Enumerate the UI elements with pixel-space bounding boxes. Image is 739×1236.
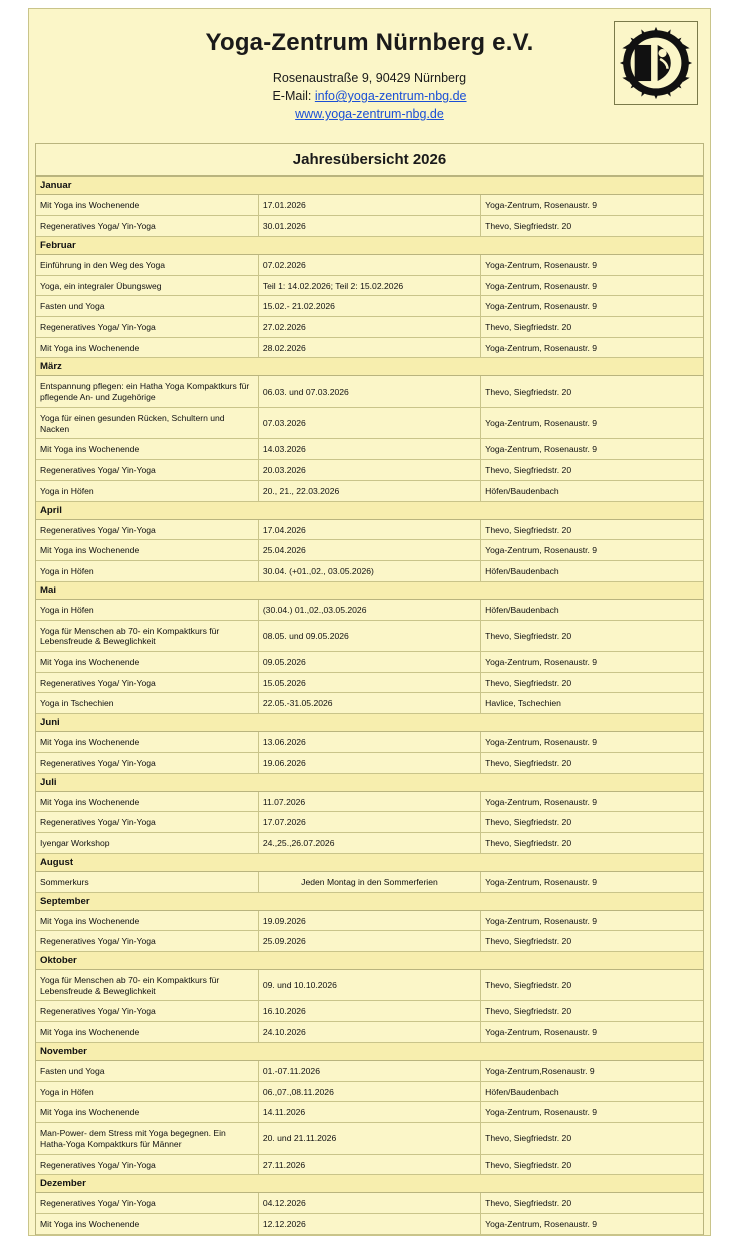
event-name-cell: Regeneratives Yoga/ Yin-Yoga (36, 460, 258, 481)
event-location-cell: Yoga-Zentrum, Rosenaustr. 9 (481, 439, 703, 460)
yoga-lotus-logo-icon (614, 21, 698, 105)
event-location-cell: Höfen/Baudenbach (481, 480, 703, 501)
event-location-cell: Yoga-Zentrum, Rosenaustr. 9 (481, 296, 703, 317)
event-location-cell: Thevo, Siegfriedstr. 20 (481, 1154, 703, 1175)
event-date-cell: 14.11.2026 (258, 1102, 480, 1123)
month-header-row (36, 1042, 703, 1060)
table-row (36, 1001, 703, 1022)
table-row (36, 195, 703, 216)
event-name-cell: Regeneratives Yoga/ Yin-Yoga (36, 752, 258, 773)
table-row (36, 1022, 703, 1043)
event-date-cell: 14.03.2026 (258, 439, 480, 460)
month-header-row (36, 1175, 703, 1193)
month-label: November (36, 1042, 703, 1060)
event-date-cell: 27.11.2026 (258, 1154, 480, 1175)
event-date-cell: 06.,07.,08.11.2026 (258, 1081, 480, 1102)
page-title: Jahresübersicht 2026 (36, 144, 703, 176)
event-name-cell: Fasten und Yoga (36, 1060, 258, 1081)
event-location-cell: Yoga-Zentrum, Rosenaustr. 9 (481, 254, 703, 275)
event-date-cell: 17.07.2026 (258, 812, 480, 833)
event-date-cell: 13.06.2026 (258, 732, 480, 753)
table-row (36, 620, 703, 651)
event-name-cell: Yoga für Menschen ab 70- ein Kompaktkurs für Lebensfreude & Beweglichkeit (36, 620, 258, 651)
table-row (36, 752, 703, 773)
event-name-cell: Mit Yoga ins Wochenende (36, 540, 258, 561)
event-location-cell: Thevo, Siegfriedstr. 20 (481, 317, 703, 338)
event-name-cell: Mit Yoga ins Wochenende (36, 195, 258, 216)
event-name-cell: Yoga in Tschechien (36, 693, 258, 714)
event-location-cell: Thevo, Siegfriedstr. 20 (481, 833, 703, 854)
event-location-cell: Yoga-Zentrum, Rosenaustr. 9 (481, 791, 703, 812)
event-location-cell: Höfen/Baudenbach (481, 599, 703, 620)
event-location-cell: Thevo, Siegfriedstr. 20 (481, 969, 703, 1000)
event-location-cell: Thevo, Siegfriedstr. 20 (481, 1123, 703, 1154)
month-label: April (36, 501, 703, 519)
event-date-cell: 28.02.2026 (258, 337, 480, 358)
table-row (36, 1193, 703, 1214)
event-name-cell: Regeneratives Yoga/ Yin-Yoga (36, 812, 258, 833)
event-date-cell: 09. und 10.10.2026 (258, 969, 480, 1000)
event-name-cell: Entspannung pflegen: ein Hatha Yoga Kompaktkurs für pflegende An- und Zugehörige (36, 376, 258, 407)
table-row (36, 969, 703, 1000)
event-location-cell: Thevo, Siegfriedstr. 20 (481, 460, 703, 481)
table-row (36, 1060, 703, 1081)
table-row (36, 1214, 703, 1235)
yearly-overview-sheet (28, 8, 711, 1236)
month-header-row (36, 581, 703, 599)
event-date-cell: 22.05.-31.05.2026 (258, 693, 480, 714)
event-name-cell: Mit Yoga ins Wochenende (36, 791, 258, 812)
event-location-cell: Thevo, Siegfriedstr. 20 (481, 931, 703, 952)
event-date-cell: 25.09.2026 (258, 931, 480, 952)
event-date-cell: 12.12.2026 (258, 1214, 480, 1235)
event-name-cell: Yoga in Höfen (36, 1081, 258, 1102)
table-row (36, 254, 703, 275)
event-date-cell: 20.03.2026 (258, 460, 480, 481)
table-row (36, 1154, 703, 1175)
table-row (36, 833, 703, 854)
event-location-cell: Yoga-Zentrum, Rosenaustr. 9 (481, 1214, 703, 1235)
event-date-cell: 24.10.2026 (258, 1022, 480, 1043)
event-name-cell: Regeneratives Yoga/ Yin-Yoga (36, 317, 258, 338)
event-location-cell: Thevo, Siegfriedstr. 20 (481, 376, 703, 407)
month-label: Juni (36, 714, 703, 732)
event-date-cell: 11.07.2026 (258, 791, 480, 812)
event-location-cell: Yoga-Zentrum, Rosenaustr. 9 (481, 651, 703, 672)
event-name-cell: Regeneratives Yoga/ Yin-Yoga (36, 1154, 258, 1175)
event-name-cell: Mit Yoga ins Wochenende (36, 1022, 258, 1043)
event-name-cell: Einführung in den Weg des Yoga (36, 254, 258, 275)
event-location-cell: Thevo, Siegfriedstr. 20 (481, 1001, 703, 1022)
event-name-cell: Mit Yoga ins Wochenende (36, 651, 258, 672)
event-date-cell: 16.10.2026 (258, 1001, 480, 1022)
schedule-table (36, 176, 703, 1234)
event-date-cell: Jeden Montag in den Sommerferien (258, 871, 480, 892)
event-location-cell: Thevo, Siegfriedstr. 20 (481, 752, 703, 773)
month-header-row (36, 501, 703, 519)
event-name-cell: Regeneratives Yoga/ Yin-Yoga (36, 1193, 258, 1214)
table-row (36, 337, 703, 358)
event-date-cell: (30.04.) 01.,02.,03.05.2026 (258, 599, 480, 620)
month-label: Oktober (36, 952, 703, 970)
contact-block (39, 69, 700, 123)
event-name-cell: Yoga, ein integraler Übungsweg (36, 275, 258, 296)
month-label: Juli (36, 773, 703, 791)
table-row (36, 1102, 703, 1123)
email-line (39, 87, 700, 105)
table-row (36, 216, 703, 237)
event-name-cell: Yoga in Höfen (36, 599, 258, 620)
table-row (36, 407, 703, 438)
event-date-cell: 15.05.2026 (258, 672, 480, 693)
table-row (36, 480, 703, 501)
table-row (36, 693, 703, 714)
event-name-cell: Sommerkurs (36, 871, 258, 892)
month-label: August (36, 853, 703, 871)
event-name-cell: Regeneratives Yoga/ Yin-Yoga (36, 672, 258, 693)
event-date-cell: 27.02.2026 (258, 317, 480, 338)
month-header-row (36, 853, 703, 871)
table-row (36, 672, 703, 693)
event-name-cell: Yoga in Höfen (36, 480, 258, 501)
overview-table-container (35, 143, 704, 1234)
event-location-cell: Havlice, Tschechien (481, 693, 703, 714)
event-name-cell: Regeneratives Yoga/ Yin-Yoga (36, 931, 258, 952)
event-date-cell: 08.05. und 09.05.2026 (258, 620, 480, 651)
event-location-cell: Thevo, Siegfriedstr. 20 (481, 812, 703, 833)
event-date-cell: 06.03. und 07.03.2026 (258, 376, 480, 407)
event-name-cell: Iyengar Workshop (36, 833, 258, 854)
event-location-cell: Thevo, Siegfriedstr. 20 (481, 216, 703, 237)
event-name-cell: Mit Yoga ins Wochenende (36, 337, 258, 358)
event-name-cell: Fasten und Yoga (36, 296, 258, 317)
event-name-cell: Yoga für Menschen ab 70- ein Kompaktkurs für Lebensfreude & Beweglichkeit (36, 969, 258, 1000)
table-row (36, 791, 703, 812)
month-label: September (36, 892, 703, 910)
event-date-cell: 04.12.2026 (258, 1193, 480, 1214)
table-row (36, 812, 703, 833)
table-row (36, 931, 703, 952)
event-name-cell: Yoga für einen gesunden Rücken, Schultern und Nacken (36, 407, 258, 438)
website-link[interactable]: www.yoga-zentrum-nbg.de (295, 107, 444, 122)
event-location-cell: Thevo, Siegfriedstr. 20 (481, 672, 703, 693)
event-location-cell: Thevo, Siegfriedstr. 20 (481, 1193, 703, 1214)
month-label: Februar (36, 236, 703, 254)
event-location-cell: Yoga-Zentrum, Rosenaustr. 9 (481, 871, 703, 892)
table-row (36, 275, 703, 296)
event-date-cell: 30.01.2026 (258, 216, 480, 237)
postal-address: Rosenaustraße 9, 90429 Nürnberg (272, 71, 467, 85)
month-label: Dezember (36, 1175, 703, 1193)
month-label: März (36, 358, 703, 376)
website-line (39, 105, 700, 123)
event-date-cell: Teil 1: 14.02.2026; Teil 2: 15.02.2026 (258, 275, 480, 296)
month-header-row (36, 177, 703, 195)
table-row (36, 317, 703, 338)
event-location-cell: Yoga-Zentrum,Rosenaustr. 9 (481, 1060, 703, 1081)
event-date-cell: 30.04. (+01.,02., 03.05.2026) (258, 561, 480, 582)
table-row (36, 540, 703, 561)
table-row (36, 651, 703, 672)
event-date-cell: 01.-07.11.2026 (258, 1060, 480, 1081)
event-date-cell: 07.03.2026 (258, 407, 480, 438)
table-row (36, 439, 703, 460)
month-header-row (36, 952, 703, 970)
event-name-cell: Mit Yoga ins Wochenende (36, 732, 258, 753)
table-row (36, 599, 703, 620)
event-date-cell: 15.02.- 21.02.2026 (258, 296, 480, 317)
event-date-cell: 25.04.2026 (258, 540, 480, 561)
organization-title: Yoga-Zentrum Nürnberg e.V. (205, 29, 534, 56)
event-location-cell: Yoga-Zentrum, Rosenaustr. 9 (481, 732, 703, 753)
month-label: Januar (36, 177, 703, 195)
table-row (36, 1081, 703, 1102)
event-location-cell: Höfen/Baudenbach (481, 1081, 703, 1102)
event-location-cell: Thevo, Siegfriedstr. 20 (481, 620, 703, 651)
event-location-cell: Thevo, Siegfriedstr. 20 (481, 519, 703, 540)
table-row (36, 732, 703, 753)
event-location-cell: Yoga-Zentrum, Rosenaustr. 9 (481, 337, 703, 358)
month-header-row (36, 236, 703, 254)
month-label: Mai (36, 581, 703, 599)
event-name-cell: Man-Power- dem Stress mit Yoga begegnen. Ein Hatha-Yoga Kompaktkurs für Männer (36, 1123, 258, 1154)
event-date-cell: 24.,25.,26.07.2026 (258, 833, 480, 854)
event-name-cell: Regeneratives Yoga/ Yin-Yoga (36, 216, 258, 237)
event-name-cell: Yoga in Höfen (36, 561, 258, 582)
table-row (36, 296, 703, 317)
event-location-cell: Yoga-Zentrum, Rosenaustr. 9 (481, 1022, 703, 1043)
event-name-cell: Mit Yoga ins Wochenende (36, 439, 258, 460)
event-date-cell: 20. und 21.11.2026 (258, 1123, 480, 1154)
event-date-cell: 20., 21., 22.03.2026 (258, 480, 480, 501)
event-location-cell: Yoga-Zentrum, Rosenaustr. 9 (481, 195, 703, 216)
event-name-cell: Mit Yoga ins Wochenende (36, 1214, 258, 1235)
table-row (36, 561, 703, 582)
month-header-row (36, 714, 703, 732)
month-header-row (36, 358, 703, 376)
event-name-cell: Mit Yoga ins Wochenende (36, 1102, 258, 1123)
table-row (36, 519, 703, 540)
month-header-row (36, 773, 703, 791)
email-link[interactable]: info@yoga-zentrum-nbg.de (314, 89, 467, 104)
event-location-cell: Höfen/Baudenbach (481, 561, 703, 582)
table-row (36, 871, 703, 892)
event-date-cell: 19.09.2026 (258, 910, 480, 931)
event-location-cell: Yoga-Zentrum, Rosenaustr. 9 (481, 407, 703, 438)
event-location-cell: Yoga-Zentrum, Rosenaustr. 9 (481, 1102, 703, 1123)
month-header-row (36, 892, 703, 910)
email-label: E-Mail: (272, 89, 315, 104)
event-date-cell: 07.02.2026 (258, 254, 480, 275)
event-date-cell: 09.05.2026 (258, 651, 480, 672)
event-location-cell: Yoga-Zentrum, Rosenaustr. 9 (481, 275, 703, 296)
event-date-cell: 19.06.2026 (258, 752, 480, 773)
event-name-cell: Mit Yoga ins Wochenende (36, 910, 258, 931)
document-header (29, 9, 710, 133)
event-date-cell: 17.04.2026 (258, 519, 480, 540)
table-row (36, 1123, 703, 1154)
event-date-cell: 17.01.2026 (258, 195, 480, 216)
event-name-cell: Regeneratives Yoga/ Yin-Yoga (36, 519, 258, 540)
event-location-cell: Yoga-Zentrum, Rosenaustr. 9 (481, 910, 703, 931)
table-row (36, 910, 703, 931)
event-name-cell: Regeneratives Yoga/ Yin-Yoga (36, 1001, 258, 1022)
table-row (36, 376, 703, 407)
schedule-table-body (36, 177, 703, 1234)
table-row (36, 460, 703, 481)
event-location-cell: Yoga-Zentrum, Rosenaustr. 9 (481, 540, 703, 561)
